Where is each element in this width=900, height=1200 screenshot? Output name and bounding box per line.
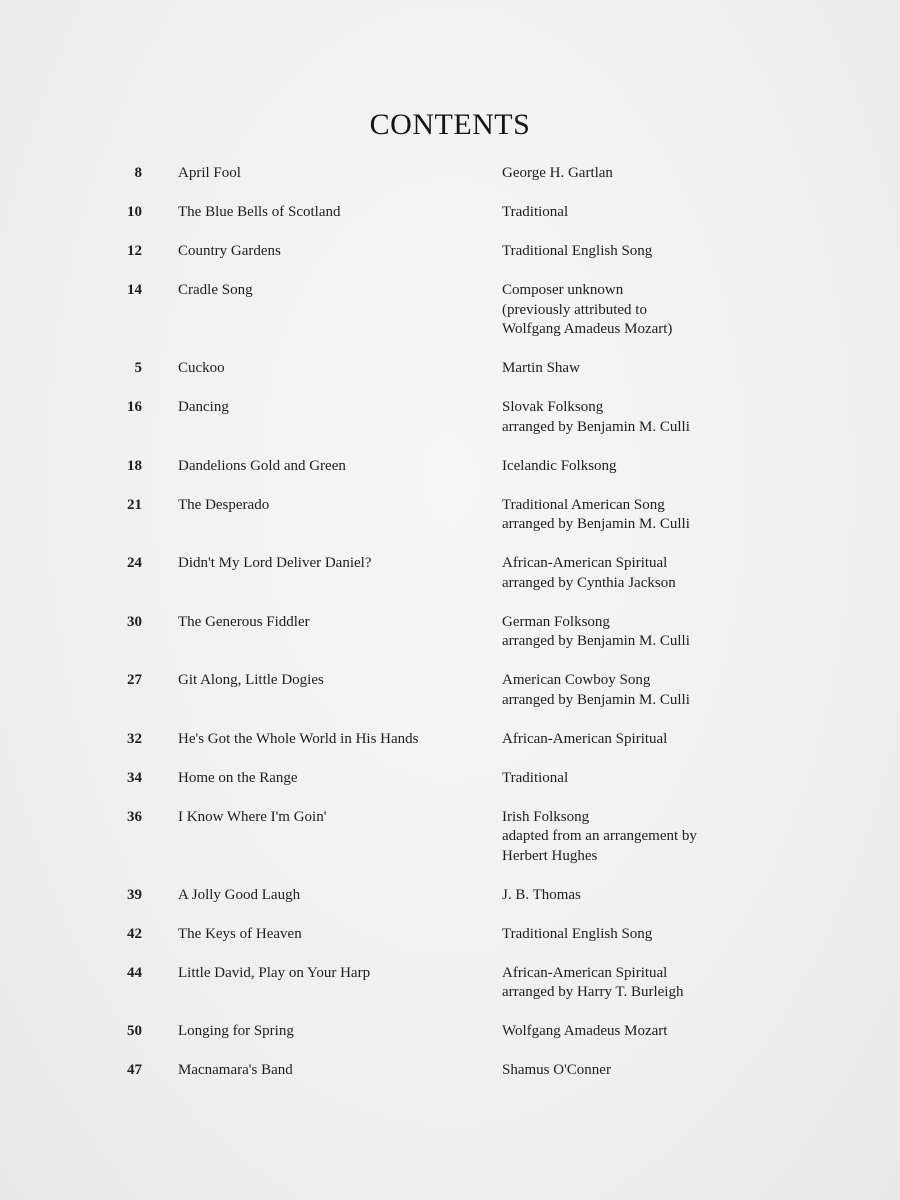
song-title: The Keys of Heaven bbox=[178, 925, 302, 942]
page-number: 50 bbox=[127, 1023, 142, 1039]
song-credit bbox=[502, 730, 802, 750]
song-credit bbox=[502, 359, 802, 379]
credit-line: Slovak Folksong bbox=[502, 399, 604, 415]
credit-line: Traditional bbox=[502, 204, 569, 220]
toc-entry bbox=[0, 769, 900, 789]
credit-line: (previously attributed to bbox=[502, 301, 647, 318]
page-number: 5 bbox=[134, 360, 142, 376]
song-credit bbox=[502, 1061, 802, 1081]
toc-entry bbox=[0, 964, 900, 1003]
credit-line: J. B. Thomas bbox=[502, 886, 581, 903]
song-title: Git Along, Little Dogies bbox=[178, 672, 324, 688]
song-title: Macnamara's Band bbox=[178, 1062, 293, 1078]
credit-line: arranged by Benjamin M. Culli bbox=[502, 691, 690, 708]
page-number: 30 bbox=[127, 613, 142, 630]
song-credit bbox=[502, 457, 802, 477]
credit-line: German Folksong bbox=[502, 613, 610, 630]
song-title: The Blue Bells of Scotland bbox=[178, 204, 341, 220]
credit-line: Traditional bbox=[502, 769, 569, 786]
song-credit bbox=[502, 808, 802, 867]
song-title: Didn't My Lord Deliver Daniel? bbox=[178, 555, 372, 571]
song-credit bbox=[502, 398, 802, 437]
song-title: April Fool bbox=[178, 165, 241, 181]
credit-line: Irish Folksong bbox=[502, 808, 590, 825]
toc-entry bbox=[0, 1061, 900, 1081]
credit-line: Icelandic Folksong bbox=[502, 457, 617, 474]
song-credit bbox=[502, 203, 802, 223]
song-title: Dancing bbox=[178, 399, 229, 415]
toc-entry bbox=[0, 281, 900, 340]
song-title: He's Got the Whole World in His Hands bbox=[178, 730, 419, 747]
toc-entry bbox=[0, 613, 900, 652]
credit-line: African-American Spiritual bbox=[502, 555, 668, 571]
credit-line: Composer unknown bbox=[502, 282, 624, 298]
page-number: 36 bbox=[127, 808, 142, 825]
page-number: 34 bbox=[127, 769, 142, 786]
credit-line: Wolfgang Amadeus Mozart) bbox=[502, 321, 673, 337]
song-title: I Know Where I'm Goin' bbox=[178, 808, 327, 825]
credit-line: arranged by Benjamin M. Culli bbox=[502, 633, 690, 649]
song-credit bbox=[502, 769, 802, 789]
credit-line: American Cowboy Song bbox=[502, 672, 651, 688]
credit-line: African-American Spiritual bbox=[502, 964, 668, 981]
page-number: 14 bbox=[127, 282, 142, 298]
song-credit bbox=[502, 281, 802, 340]
toc-entry bbox=[0, 671, 900, 710]
toc-entry bbox=[0, 164, 900, 184]
credit-line: Shamus O'Conner bbox=[502, 1062, 611, 1078]
page-title: CONTENTS bbox=[369, 108, 531, 141]
song-credit bbox=[502, 964, 802, 1003]
credit-line: arranged by Harry T. Burleigh bbox=[502, 984, 684, 1000]
song-title: Little David, Play on Your Harp bbox=[178, 964, 371, 981]
page-number: 18 bbox=[127, 457, 142, 474]
toc-entry bbox=[0, 359, 900, 379]
page-number: 10 bbox=[127, 204, 142, 220]
toc-entry bbox=[0, 457, 900, 477]
credit-line: Herbert Hughes bbox=[502, 847, 598, 864]
page-number: 44 bbox=[127, 964, 142, 981]
credit-line: Traditional English Song bbox=[502, 243, 653, 259]
song-title: Home on the Range bbox=[178, 769, 298, 786]
page-number: 27 bbox=[127, 672, 142, 688]
credit-line: Traditional American Song bbox=[502, 496, 665, 513]
song-title: The Desperado bbox=[178, 496, 270, 513]
song-credit bbox=[502, 671, 802, 710]
toc-entry bbox=[0, 886, 900, 906]
toc-entry bbox=[0, 398, 900, 437]
page-number: 32 bbox=[127, 730, 142, 747]
song-credit bbox=[502, 554, 802, 593]
toc-entry bbox=[0, 925, 900, 945]
credit-line: Wolfgang Amadeus Mozart bbox=[502, 1023, 668, 1039]
credit-line: arranged by Cynthia Jackson bbox=[502, 574, 676, 591]
song-credit bbox=[502, 242, 802, 262]
page-number: 12 bbox=[127, 243, 142, 259]
credit-line: Martin Shaw bbox=[502, 360, 580, 376]
toc-entry bbox=[0, 554, 900, 593]
song-title: Cuckoo bbox=[178, 360, 225, 376]
song-title: Country Gardens bbox=[178, 243, 281, 259]
song-credit bbox=[502, 886, 802, 906]
toc-entry bbox=[0, 1022, 900, 1042]
page-number: 39 bbox=[127, 886, 142, 903]
song-title: The Generous Fiddler bbox=[178, 613, 310, 630]
song-credit bbox=[502, 925, 802, 945]
song-credit bbox=[502, 1022, 802, 1042]
toc-entry bbox=[0, 808, 900, 867]
page-number: 16 bbox=[127, 399, 142, 415]
song-credit bbox=[502, 164, 802, 184]
credit-line: African-American Spiritual bbox=[502, 730, 668, 747]
table-of-contents bbox=[0, 164, 900, 1100]
toc-entry bbox=[0, 496, 900, 535]
page-number: 8 bbox=[134, 165, 142, 181]
song-title: Dandelions Gold and Green bbox=[178, 457, 346, 474]
credit-line: adapted from an arrangement by bbox=[502, 828, 697, 844]
credit-line: George H. Gartlan bbox=[502, 165, 613, 181]
credit-line: arranged by Benjamin M. Culli bbox=[502, 418, 690, 435]
toc-entry bbox=[0, 730, 900, 750]
credit-line: arranged by Benjamin M. Culli bbox=[502, 516, 690, 532]
page-number: 47 bbox=[127, 1062, 142, 1078]
song-title: A Jolly Good Laugh bbox=[178, 886, 301, 903]
song-title: Cradle Song bbox=[178, 282, 253, 298]
song-credit bbox=[502, 496, 802, 535]
toc-entry bbox=[0, 242, 900, 262]
page-number: 42 bbox=[127, 925, 142, 942]
song-title: Longing for Spring bbox=[178, 1023, 294, 1039]
toc-entry bbox=[0, 203, 900, 223]
song-credit bbox=[502, 613, 802, 652]
credit-line: Traditional English Song bbox=[502, 925, 653, 942]
page-number: 21 bbox=[127, 496, 142, 513]
page-number: 24 bbox=[127, 555, 142, 571]
